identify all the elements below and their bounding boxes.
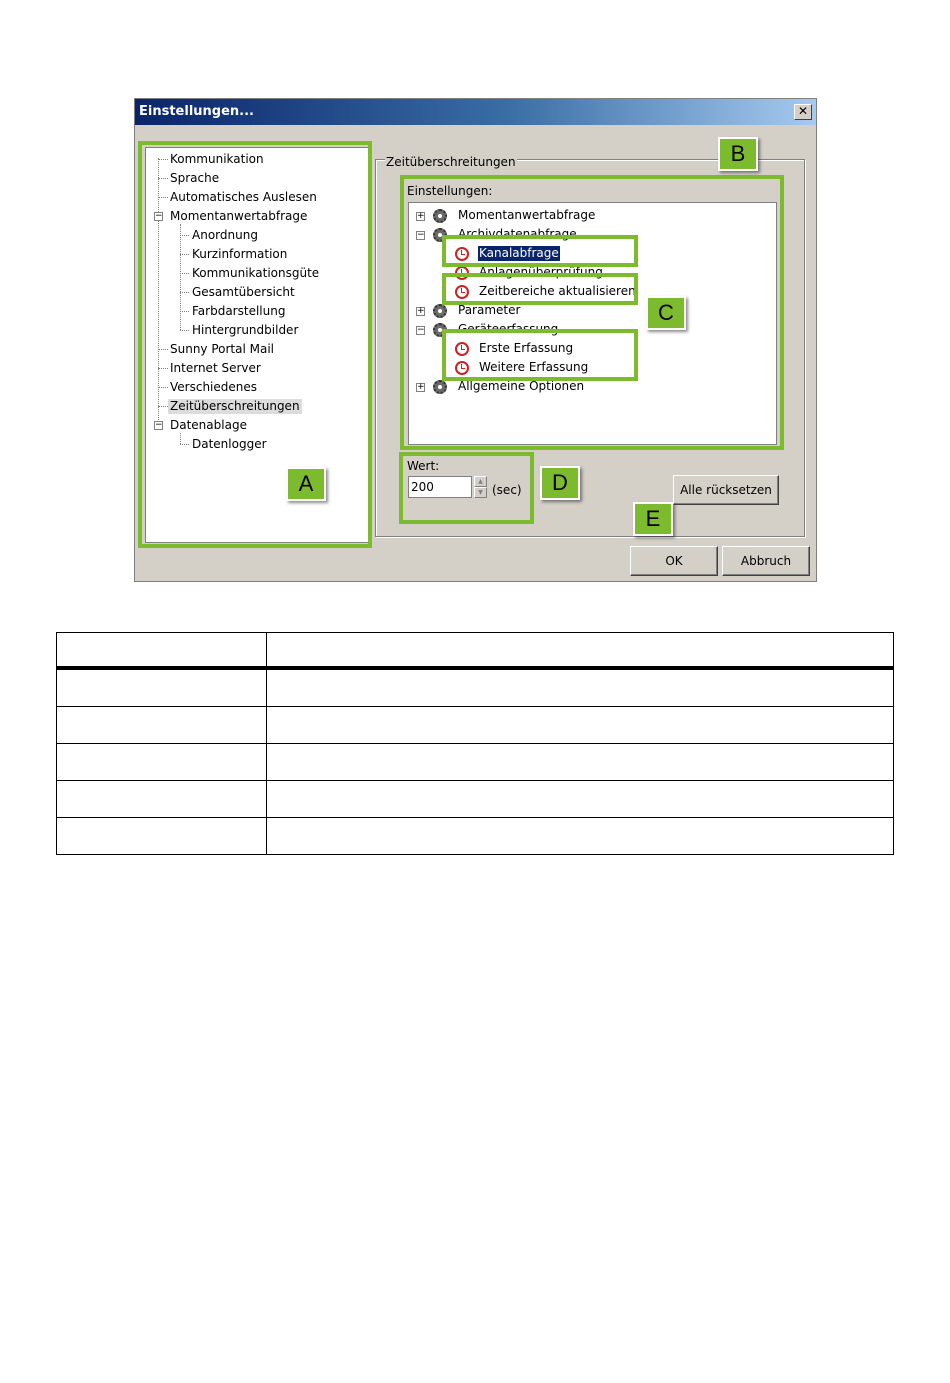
table-row: [57, 818, 894, 855]
tree-item-hintergrundbilder[interactable]: Hintergrundbilder: [192, 323, 299, 337]
tree-item-parameter[interactable]: Parameter: [458, 303, 521, 317]
table-cell: [57, 668, 267, 707]
callout-frame-b: [400, 175, 784, 450]
table-cell: [267, 668, 894, 707]
table-cell: [57, 707, 267, 744]
tree-item-zeitueberschreitungen[interactable]: Zeitüberschreitungen: [170, 399, 300, 413]
reset-all-button[interactable]: Alle rücksetzen: [673, 475, 779, 505]
tree-item-kommunikationsguete[interactable]: Kommunikationsgüte: [192, 266, 320, 280]
tree-item-anordnung[interactable]: Anordnung: [192, 228, 258, 242]
callout-frame-c1: [442, 235, 638, 267]
tree-item-datenablage[interactable]: Datenablage: [170, 418, 247, 432]
callout-frame-d: [399, 452, 534, 524]
collapse-icon[interactable]: −: [417, 325, 425, 335]
callout-badge-e: E: [633, 502, 673, 536]
collapse-icon[interactable]: −: [155, 211, 163, 221]
title-bar[interactable]: [135, 99, 816, 125]
callout-frame-a: [138, 141, 372, 548]
tree-item-geraeteerfassung[interactable]: Geräteerfassung: [458, 322, 559, 336]
group-title: Zeitüberschreitungen: [386, 155, 516, 169]
tree-item-automatisches-auslesen[interactable]: Automatisches Auslesen: [170, 190, 317, 204]
tree-item-sunny-portal-mail[interactable]: Sunny Portal Mail: [170, 342, 275, 356]
tree-item-verschiedenes[interactable]: Verschiedenes: [170, 380, 258, 394]
expand-icon[interactable]: +: [417, 211, 425, 221]
ok-button[interactable]: OK: [630, 546, 718, 576]
table-cell: [57, 744, 267, 781]
callout-badge-d: D: [540, 466, 580, 500]
tree-item-zeitbereiche-aktualisieren[interactable]: Zeitbereiche aktualisieren: [479, 284, 636, 298]
settings-label: Einstellungen:: [407, 184, 493, 198]
collapse-icon[interactable]: −: [155, 420, 163, 430]
tree-item-anlagenueberpruefung[interactable]: Anlagenüberprüfung: [479, 265, 603, 279]
table-cell: [57, 818, 267, 855]
tree-item-erste-erfassung[interactable]: Erste Erfassung: [479, 341, 574, 355]
table-cell: [57, 781, 267, 818]
tree-item-momentanwertabfrage[interactable]: Momentanwertabfrage: [458, 208, 596, 222]
table-row: [57, 781, 894, 818]
cancel-button[interactable]: Abbruch: [722, 546, 810, 576]
table-row: [57, 707, 894, 744]
table-cell: [267, 744, 894, 781]
tree-item-farbdarstellung[interactable]: Farbdarstellung: [192, 304, 286, 318]
table-cell: [267, 707, 894, 744]
callout-frame-c3: [442, 329, 638, 381]
table-cell: [267, 818, 894, 855]
table-row: [57, 744, 894, 781]
expand-icon[interactable]: +: [417, 382, 425, 392]
tree-item-weitere-erfassung[interactable]: Weitere Erfassung: [479, 360, 589, 374]
tree-item-kurzinformation[interactable]: Kurzinformation: [192, 247, 288, 261]
expand-icon[interactable]: +: [417, 306, 425, 316]
collapse-icon[interactable]: −: [417, 230, 425, 240]
tree-item-kommunikation[interactable]: Kommunikation: [170, 152, 264, 166]
legend-table: [56, 632, 894, 855]
tree-item-allgemeine-optionen[interactable]: Allgemeine Optionen: [458, 379, 585, 393]
dialog-title: Einstellungen...: [139, 104, 254, 119]
tree-item-sprache[interactable]: Sprache: [170, 171, 220, 185]
tree-item-momentanwertabfrage[interactable]: Momentanwertabfrage: [170, 209, 308, 223]
tree-item-kanalabfrage[interactable]: Kanalabfrage: [479, 246, 559, 260]
tree-item-datenlogger[interactable]: Datenlogger: [192, 437, 267, 451]
spin-down-icon[interactable]: ▼: [474, 487, 487, 498]
unit-label: (sec): [492, 483, 522, 497]
table-cell: [267, 633, 894, 669]
table-cell: [267, 781, 894, 818]
table-header-row: [57, 633, 894, 669]
callout-badge-c: C: [646, 296, 686, 330]
close-button[interactable]: ✕: [794, 104, 812, 120]
tree-item-internet-server[interactable]: Internet Server: [170, 361, 261, 375]
table-row: [57, 668, 894, 707]
value-label: Wert:: [407, 459, 440, 473]
tree-item-archivdatenabfrage[interactable]: Archivdatenabfrage: [458, 227, 577, 241]
tree-item-gesamtuebersicht[interactable]: Gesamtübersicht: [192, 285, 295, 299]
callout-badge-b: B: [718, 137, 758, 171]
spin-up-icon[interactable]: ▲: [474, 476, 487, 487]
callout-frame-c2: [442, 273, 638, 305]
table-cell: [57, 633, 267, 669]
callout-badge-a: A: [286, 467, 326, 501]
